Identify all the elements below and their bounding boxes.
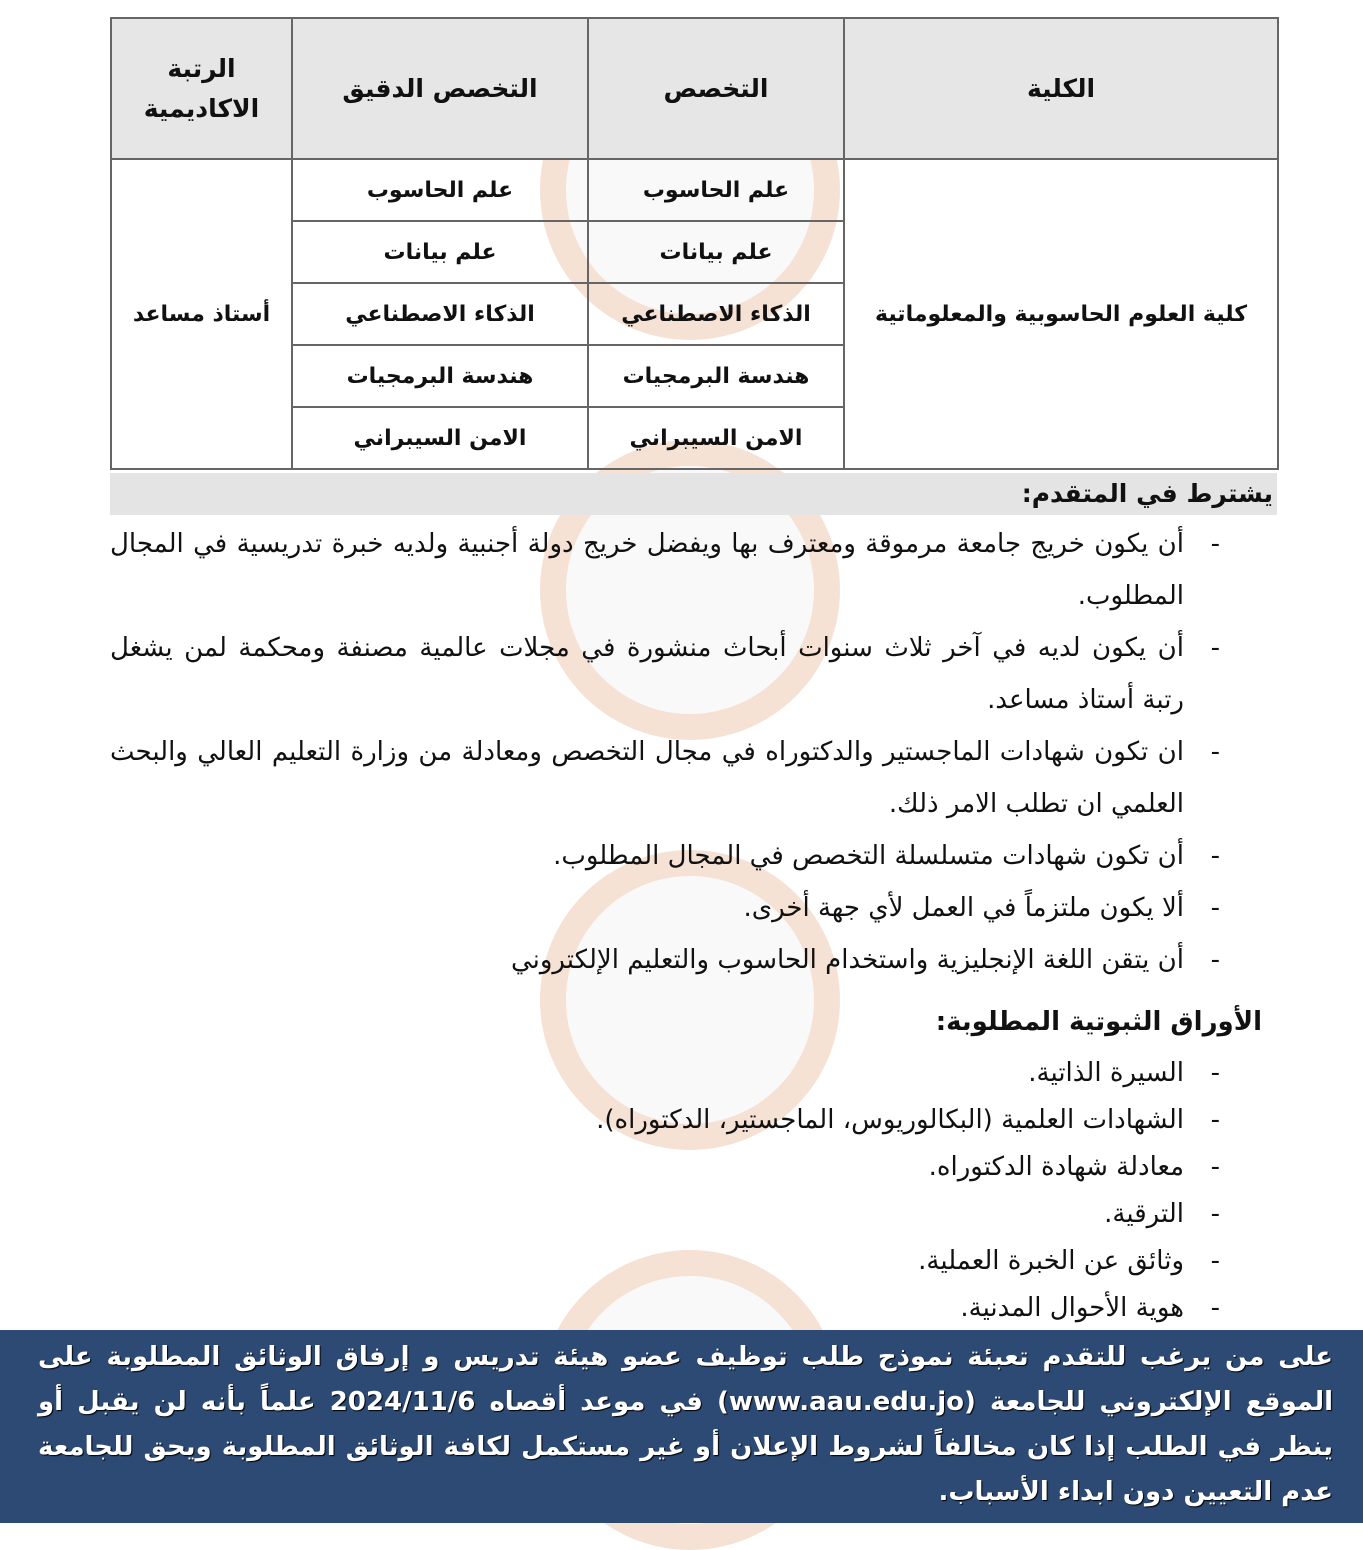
- positions-table: [110, 17, 1279, 470]
- documents-heading: الأوراق الثبوتية المطلوبة:: [935, 1007, 1262, 1037]
- list-item: - السيرة الذاتية.: [110, 1050, 1220, 1097]
- list-item: - الشهادات العلمية (البكالوريوس، الماجستير، الدكتوراه).: [110, 1097, 1220, 1144]
- list-item: - الترقية.: [110, 1191, 1220, 1238]
- specialty-cell: الذكاء الاصطناعي: [292, 283, 588, 345]
- list-item: - ألا يكون ملتزماً في العمل لأي جهة أخرى.: [110, 882, 1220, 934]
- list-item: - أن تكون شهادات متسلسلة التخصص في المجال المطلوب.: [110, 830, 1220, 882]
- list-item: - أن يتقن اللغة الإنجليزية واستخدام الحاسوب والتعليم الإلكتروني: [110, 934, 1220, 986]
- specialty-cell: علم بيانات: [292, 221, 588, 283]
- table-row: [111, 159, 1278, 221]
- list-item: - وثائق عن الخبرة العملية.: [110, 1238, 1220, 1285]
- specialty-cell: علم الحاسوب: [292, 159, 588, 221]
- faculty-cell: كلية العلوم الحاسوبية والمعلوماتية: [844, 159, 1278, 469]
- list-item: - أن يكون خريج جامعة مرموقة ومعترف بها ويفضل خريج دولة أجنبية ولديه خبرة تدريسية في المجال المطلوب.: [110, 518, 1220, 622]
- specialty-cell: هندسة البرمجيات: [292, 345, 588, 407]
- major-cell: الذكاء الاصطناعي: [588, 283, 844, 345]
- major-cell: هندسة البرمجيات: [588, 345, 844, 407]
- requirements-list: [110, 518, 1220, 986]
- rank-cell: أستاذ مساعد: [111, 159, 292, 469]
- header-rank: الرتبة الاكاديمية: [111, 18, 292, 159]
- major-cell: الامن السيبراني: [588, 407, 844, 469]
- header-faculty: الكلية: [844, 18, 1278, 159]
- header-specialty: التخصص الدقيق: [292, 18, 588, 159]
- major-cell: علم الحاسوب: [588, 159, 844, 221]
- list-item: - هوية الأحوال المدنية.: [110, 1285, 1220, 1332]
- list-item: - معادلة شهادة الدكتوراه.: [110, 1144, 1220, 1191]
- application-notice: على من يرغب للتقدم تعبئة نموذج طلب توظيف عضو هيئة تدريس و إرفاق الوثائق المطلوبة على الموقع الإلكتروني للجامعة (www.aau.edu.jo) في موعد أقصاه 2024/11/6 علماً بأنه لن يقبل أو ينظر في الطلب إذا كان مخالفاً لشروط الإعلان أو غير مستكمل لكافة الوثائق المطلوبة ويحق للجامعة عدم التعيين دون ابداء الأسباب.: [0, 1330, 1363, 1523]
- specialty-cell: الامن السيبراني: [292, 407, 588, 469]
- requirements-heading: يشترط في المتقدم:: [110, 473, 1277, 515]
- documents-list: [110, 1050, 1220, 1332]
- major-cell: علم بيانات: [588, 221, 844, 283]
- list-item: - أن يكون لديه في آخر ثلاث سنوات أبحاث منشورة في مجلات عالمية مصنفة ومحكمة لمن يشغل رتبة أستاذ مساعد.: [110, 622, 1220, 726]
- header-major: التخصص: [588, 18, 844, 159]
- list-item: - ان تكون شهادات الماجستير والدكتوراه في مجال التخصص ومعادلة من وزارة التعليم العالي والبحث العلمي ان تطلب الامر ذلك.: [110, 726, 1220, 830]
